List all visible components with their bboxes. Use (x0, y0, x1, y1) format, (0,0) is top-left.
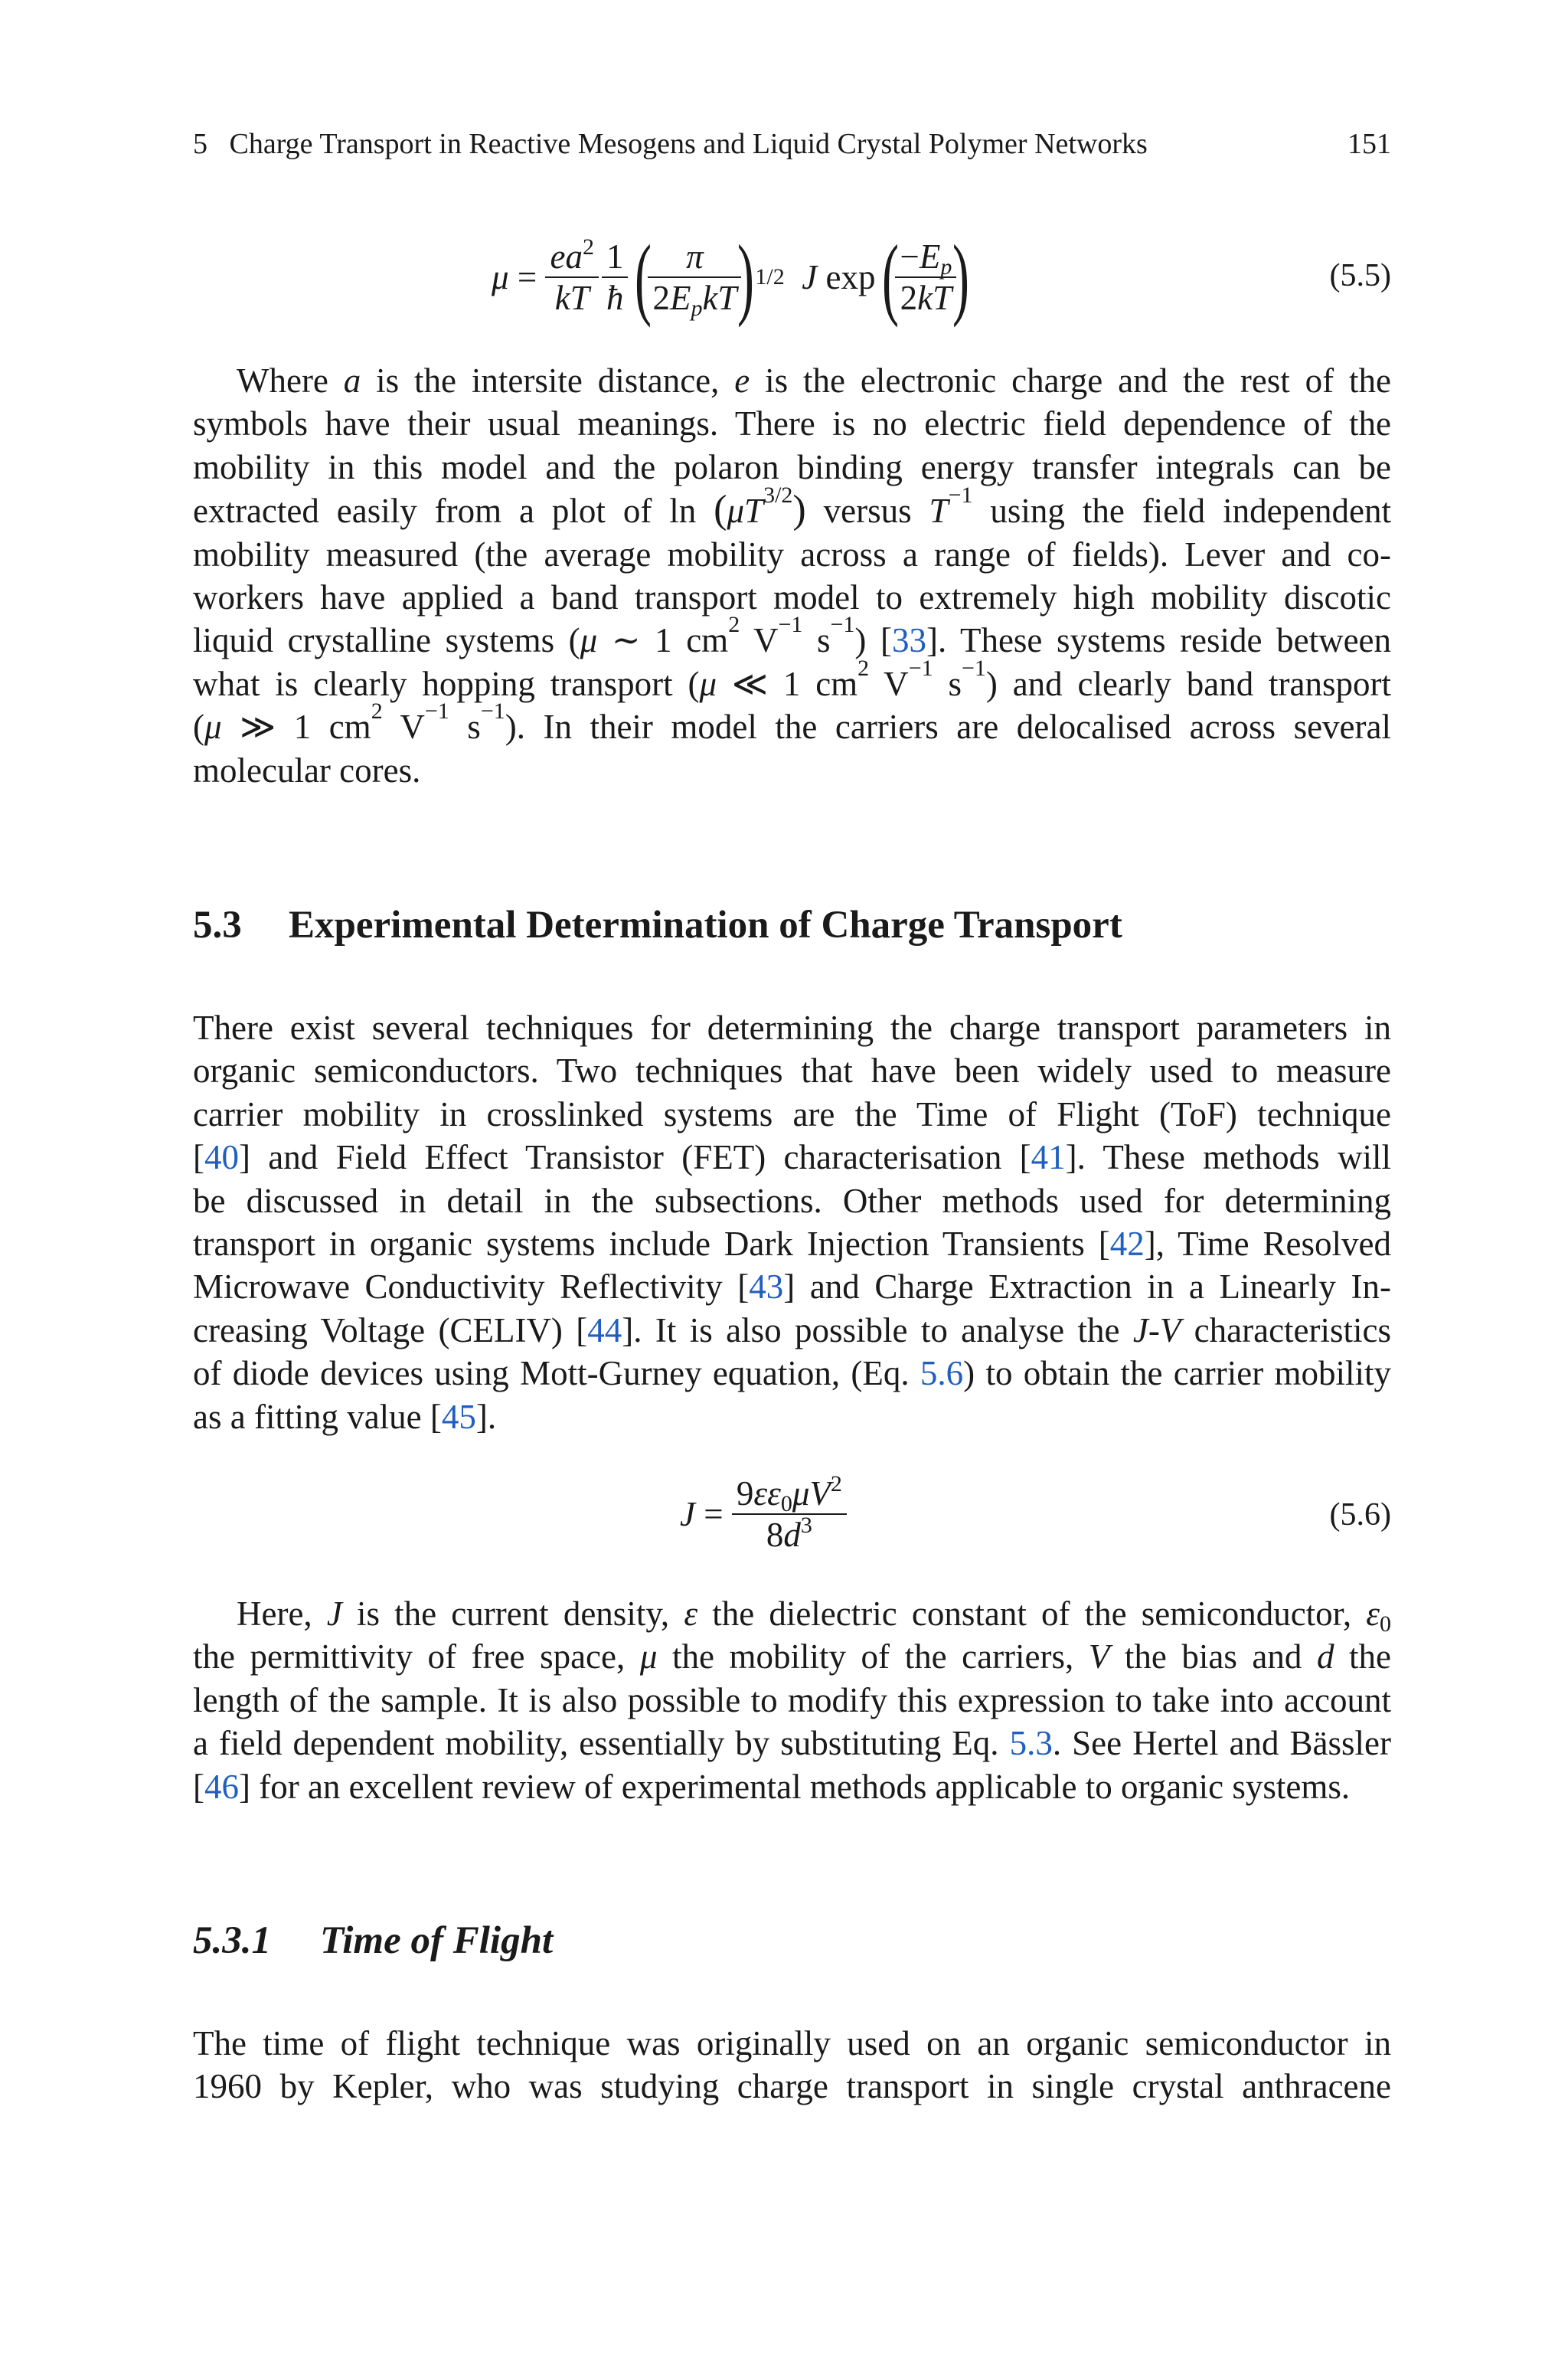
section-number: 5.3 (193, 904, 242, 947)
citation-link[interactable]: 33 (891, 621, 926, 660)
text-line: (μ ≫ 1 $cm^2$ $V^{-1}$ $s^{-1}$). In their model the carriers are delocalised across several (193, 698, 1391, 747)
text-line: workers have applied a band transport model to extremely high mobility discotic (193, 578, 1391, 617)
text-line: 1960 by Kepler, who was studying charge transport in single crystal anthracene (193, 2067, 1391, 2106)
paragraph (193, 2022, 1391, 2108)
text-line: a field dependent mobility, essentially by substituting Eq. 5.3. See Hertel and Bässler (193, 1724, 1391, 1763)
section-number: 5.3.1 (193, 1919, 271, 1962)
text-line: liquid crystalline systems (μ ∼ 1 $cm^2$ $V^{-1}$ $s^{-1}$) [33]. These systems reside between (193, 612, 1392, 660)
subsection-heading (193, 1918, 553, 1964)
citation-link[interactable]: 45 (441, 1397, 476, 1436)
equation-5-6: J = $\frac{9\varepsilon\varepsilon_0\mu V^2}{8d^3}$ (5.6) (680, 1471, 1391, 1554)
text-line: as a fitting value [45]. (193, 1397, 497, 1436)
equation-5-5: μ = $\frac{ea^2}{kT}$ $\frac{1}{ħ}$ ( $\frac{\pi}{2E_pkT}$ ) 1/2 J exp ( $\frac{-E_p}{2kT}$ ) (5.5) (492, 226, 1391, 328)
text-line: Microwave Conductivity Reflectivity [43] and Charge Extraction in a Linearly In- (193, 1268, 1391, 1307)
equation-number: (5.6) (1329, 1497, 1391, 1532)
text-line: Where a is the intersite distance, e is the electronic charge and the rest of the (237, 361, 1391, 400)
text-line: symbols have their usual meanings. There is no electric field dependence of the (193, 404, 1391, 443)
paragraph (193, 1006, 1391, 1438)
paragraph (193, 1592, 1391, 1808)
text-line: molecular cores. (193, 751, 421, 790)
text-line: organic semiconductors. Two techniques that have been widely used to measure (193, 1052, 1391, 1091)
citation-link[interactable]: 41 (1031, 1138, 1066, 1177)
equation-link[interactable]: 5.3 (1009, 1724, 1053, 1763)
text-line: mobility in this model and the polaron binding energy transfer integrals can be (193, 447, 1391, 486)
page-number: 151 (1348, 128, 1391, 160)
text-line: what is clearly hopping transport (μ ≪ 1 $cm^2$ $V^{-1}$ $s^{-1}$) and clearly band transport (193, 655, 1391, 703)
text-line: of diode devices using Mott-Gurney equation, (Eq. 5.6) to obtain the carrier mobility (193, 1354, 1391, 1393)
citation-link[interactable]: 40 (204, 1138, 239, 1177)
text-line: length of the sample. It is also possible to modify this expression to take into account (193, 1680, 1391, 1719)
text-line: The time of flight technique was originally used on an organic semiconductor in (193, 2024, 1391, 2062)
text-line: the permittivity of free space, μ the mobility of the carriers, V the bias and d the (193, 1637, 1391, 1676)
chapter-title: 5 Charge Transport in Reactive Mesogens and Liquid Crystal Polymer Networks (193, 128, 1148, 160)
section-heading (193, 902, 1122, 948)
citation-link[interactable]: 44 (587, 1310, 622, 1349)
text-line: extracted easily from a plot of $\ln (\mu T^{3/2})$ versus $T^{-1}$ using the field independent (193, 482, 1391, 532)
text-line: creasing Voltage (CELIV) [44]. It is also possible to analyse the J-V characteristics (193, 1310, 1392, 1349)
text-line: Here, J is the current density, ε the dielectric constant of the semiconductor, $\varepsilon_0$ (237, 1595, 1391, 1637)
equation-link[interactable]: 5.6 (920, 1354, 964, 1393)
text-line: [40] and Field Effect Transistor (FET) characterisation [41]. These methods will (193, 1138, 1391, 1177)
text-line: carrier mobility in crosslinked systems are the Time of Flight (ToF) technique (193, 1094, 1391, 1133)
section-title: Time of Flight (320, 1919, 554, 1962)
text-line: [46] for an excellent review of experimental methods applicable to organic systems. (193, 1767, 1351, 1806)
citation-link[interactable]: 42 (1109, 1225, 1145, 1264)
section-title: Experimental Determination of Charge Transport (289, 904, 1122, 947)
citation-link[interactable]: 46 (204, 1767, 239, 1806)
paragraph (193, 359, 1391, 792)
text-line: transport in organic systems include Dark Injection Transients [42], Time Resolved (193, 1225, 1391, 1264)
text-line: mobility measured (the average mobility across a range of fields). Lever and co- (193, 535, 1391, 574)
equation-number: (5.5) (1329, 258, 1391, 293)
text-line: There exist several techniques for determining the charge transport parameters in (193, 1009, 1391, 1047)
text-line: be discussed in detail in the subsections. Other methods used for determining (193, 1181, 1391, 1220)
citation-link[interactable]: 43 (749, 1268, 784, 1307)
